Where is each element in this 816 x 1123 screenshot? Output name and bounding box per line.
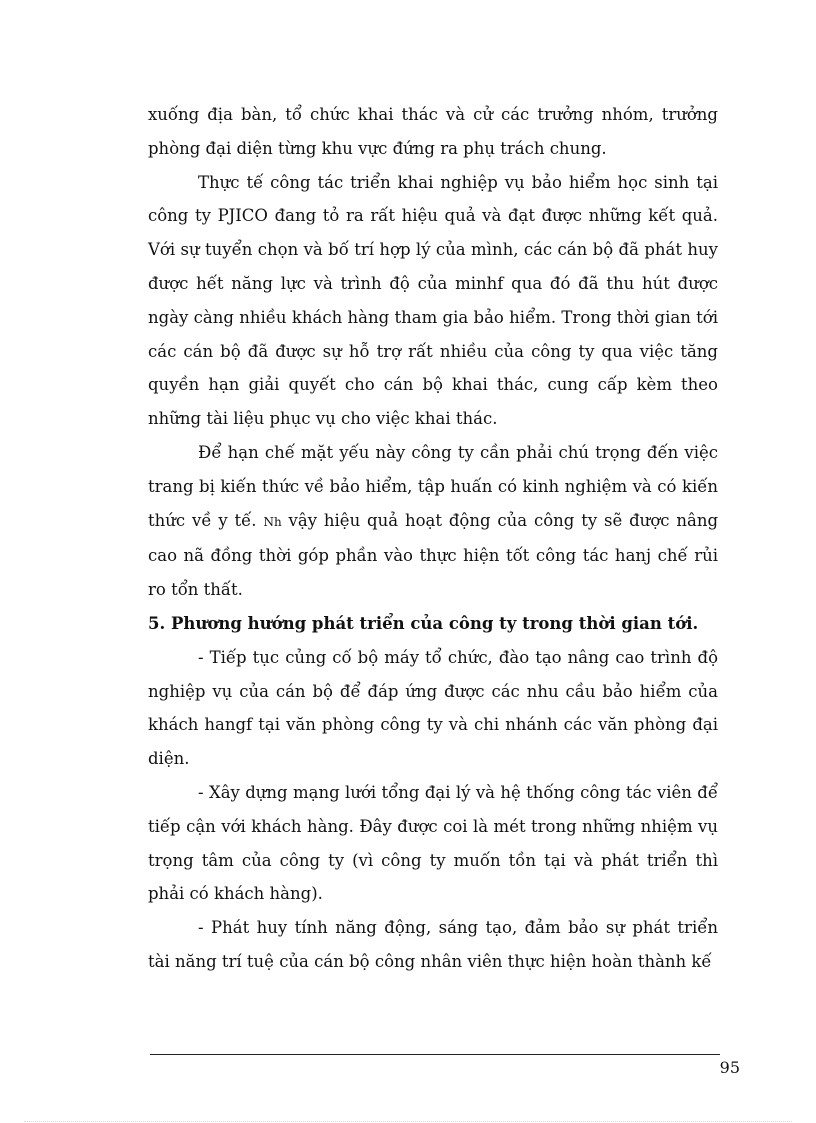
paragraph-pjico-results: Thực tế công tác triển khai nghiệp vụ bảo hiểm học sinh tại công ty PJICO đang tỏ ra rất hiệu quả và đạt được những kết quả. Với sự tuyển chọn và bố trí hợp lý của mình, các cán bộ đã phát huy được hết năng lực và trình độ của minhf qua đó đã thu hút được ngày càng nhiều khách hàng tham gia bảo hiểm. Trong thời gian tới các cán bộ đã được sự hỗ trợ rất nhiều của công ty qua việc tăng quyền hạn giải quyết cho cán bộ khai thác, cung cấp kèm theo những tài liệu phục vụ cho việc khai thác.: [148, 172, 718, 429]
paragraph-limit-weakness-part2: vậy hiệu quả hoạt động của công ty sẽ được nâng cao nã đồng thời góp phần vào thực hiện tốt công tác hanj chế rủi ro tổn thất.: [148, 510, 719, 600]
paragraph-continuation: xuống địa bàn, tổ chức khai thác và cử các trưởng nhóm, trưởng phòng đại diện từng khu vực đứng ra phụ trách chung.: [148, 105, 718, 158]
paragraph-limit-weakness-part1: Để hạn chế mặt yếu này công ty cần phải chú trọng đến việc trang bị kiến thức về bảo hiểm, tập huấn có kinh nghiệm và có kiến thức về y tế.: [148, 442, 718, 530]
bullet-item: - Phát huy tính năng động, sáng tạo, đảm bảo sự phát triển tài năng trí tuệ của cán bộ công nhân viên thực hiện hoàn thành kế: [148, 918, 718, 971]
page-bottom-border: [24, 1121, 792, 1122]
paragraph-limit-weakness: [148, 436, 718, 607]
section-heading: 5. Phương hướng phát triển của công ty trong thời gian tới.: [148, 613, 699, 633]
bullet-item: - Tiếp tục củng cố bộ máy tổ chức, đào tạo nâng cao trình độ nghiệp vụ của cán bộ để đáp ứng được các nhu cầu bảo hiểm của khách hangf tại văn phòng công ty và chi nhánh các văn phòng đại diện.: [148, 647, 718, 769]
bullet-item: - Xây dựng mạng lưới tổng đại lý và hệ thống công tác viên để tiếp cận với khách hàng. Đây được coi là mét trong những nhiệm vụ trọng tâm của công ty (vì công ty muốn tồn tại và phát triển thì phải có khách hàng).: [148, 782, 718, 904]
document-body: [148, 98, 718, 979]
page-number: 95: [719, 1058, 740, 1077]
footer-divider: [150, 1054, 720, 1055]
fragment-nh: Nh: [263, 514, 282, 529]
